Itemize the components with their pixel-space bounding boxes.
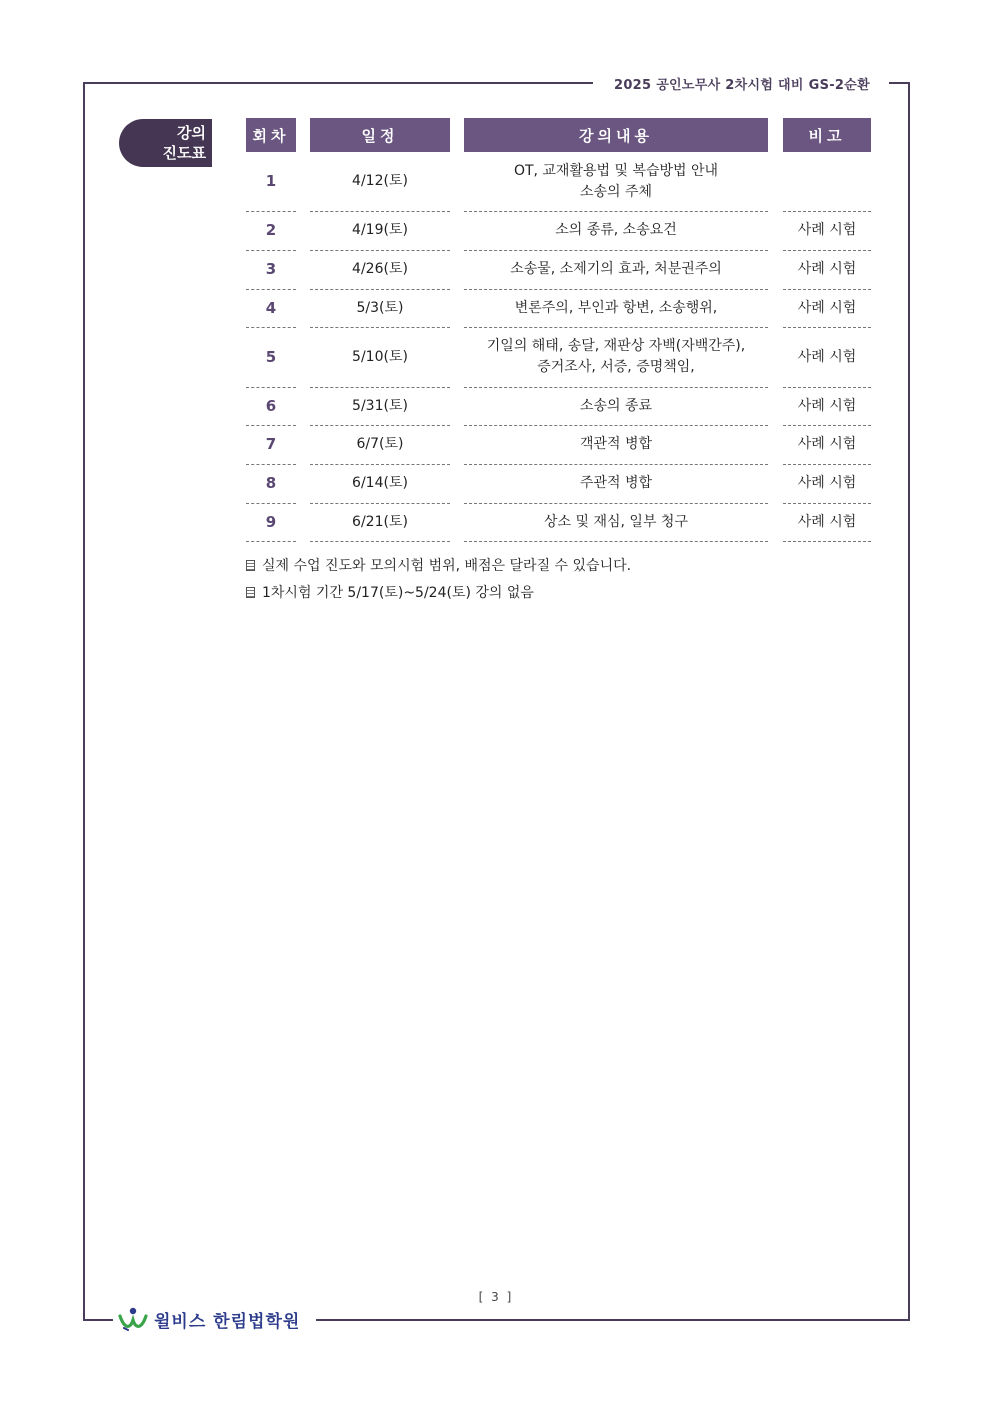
frame-left <box>83 82 85 1321</box>
note-item <box>246 582 534 602</box>
date-cell: 4/12(토) <box>352 173 408 189</box>
round-cell: 1 <box>265 172 277 190</box>
date-cell: 6/7(토) <box>356 436 404 452</box>
content-line: 주관적 병합 <box>579 475 653 491</box>
column-header-content: 강의내용 <box>464 118 768 152</box>
date-cell: 5/10(토) <box>352 348 408 365</box>
content-lines <box>515 298 718 319</box>
column-header-round: 회차 <box>246 118 296 152</box>
section-tab-line1: 강의 <box>177 124 206 142</box>
content-cell <box>464 289 768 327</box>
date-cell: 6/21(토) <box>352 513 408 530</box>
row-divider <box>464 541 768 542</box>
round-cell: 9 <box>265 512 277 531</box>
academy-logo <box>118 1306 310 1332</box>
logo-text: 윌비스 한림법학원 <box>154 1311 301 1332</box>
note-text: 실제 수업 진도와 모의시험 범위, 배점은 달라질 수 있습니다. <box>262 558 632 574</box>
frame-bottom-right <box>316 1319 910 1321</box>
logo-mark-icon <box>118 1306 148 1332</box>
content-line: OT, 교재활용법 및 복습방법 안내 <box>513 162 719 179</box>
frame-bottom-left <box>83 1319 113 1321</box>
content-cell <box>464 503 768 541</box>
content-lines <box>555 220 677 241</box>
content-line: 상소 및 재심, 일부 청구 <box>544 513 688 530</box>
round-cell: 6 <box>265 396 277 415</box>
content-cell <box>464 464 768 503</box>
note-text: 1차시험 기간 5/17(토)~5/24(토) 강의 없음 <box>262 585 534 601</box>
content-line: 기일의 해태, 송달, 재판상 자백(자백간주), <box>486 338 746 354</box>
date-cell: 6/14(토) <box>352 475 408 491</box>
remark-cell: 사례 시험 <box>797 436 857 452</box>
content-line: 증거조사, 서증, 증명책임, <box>537 359 695 375</box>
content-lines <box>544 512 688 533</box>
content-lines <box>514 161 718 203</box>
content-lines <box>487 336 745 378</box>
page-number: [ 3 ] <box>478 1290 514 1304</box>
content-lines <box>510 259 722 280</box>
section-tab <box>119 119 212 167</box>
frame-right <box>908 82 910 1321</box>
document-header-title: 2025 공인노무사 2차시험 대비 GS-2순환 <box>608 74 876 93</box>
date-cell: 5/3(토) <box>356 299 404 316</box>
content-lines <box>580 396 652 417</box>
content-line: 소의 종류, 소송요건 <box>555 222 677 238</box>
content-cell <box>464 387 768 425</box>
document-icon <box>246 587 255 598</box>
section-tab-line2: 진도표 <box>162 144 206 162</box>
content-line: 소송물, 소제기의 효과, 처분권주의 <box>510 261 722 277</box>
row-divider <box>310 541 450 542</box>
round-cell: 5 <box>265 347 277 366</box>
content-line: 소송의 종료 <box>579 397 653 414</box>
content-line: 변론주의, 부인과 항변, 소송행위, <box>514 299 718 316</box>
remark-cell: 사례 시험 <box>797 397 857 414</box>
row-divider <box>246 541 296 542</box>
remark-cell: 사례 시험 <box>797 261 857 277</box>
content-lines <box>580 473 652 494</box>
round-cell: 2 <box>265 221 277 239</box>
content-line: 객관적 병합 <box>579 436 653 452</box>
content-cell <box>464 211 768 250</box>
document-icon <box>246 560 255 571</box>
remark-cell: 사례 시험 <box>797 513 857 530</box>
frame-top-right <box>889 82 910 84</box>
column-header-remark: 비고 <box>783 118 871 152</box>
remark-cell: 사례 시험 <box>797 475 857 491</box>
remark-cell: 사례 시험 <box>797 222 857 238</box>
content-line: 소송의 주체 <box>579 183 653 200</box>
note-item <box>246 555 631 575</box>
frame-top-left <box>83 82 593 84</box>
date-cell: 5/31(토) <box>352 397 408 414</box>
date-cell: 4/19(토) <box>352 222 408 238</box>
round-cell: 3 <box>265 260 277 278</box>
date-cell: 4/26(토) <box>352 261 408 277</box>
remark-cell: 사례 시험 <box>797 299 857 316</box>
content-cell <box>464 152 768 211</box>
round-cell: 8 <box>265 474 277 492</box>
round-cell: 7 <box>265 435 277 453</box>
column-header-date: 일정 <box>310 118 450 152</box>
content-cell <box>464 327 768 387</box>
content-lines <box>580 434 652 455</box>
content-cell <box>464 250 768 289</box>
content-cell <box>464 425 768 464</box>
row-divider <box>783 541 871 542</box>
remark-cell <box>783 152 871 211</box>
remark-cell: 사례 시험 <box>797 348 857 365</box>
round-cell: 4 <box>265 298 277 317</box>
